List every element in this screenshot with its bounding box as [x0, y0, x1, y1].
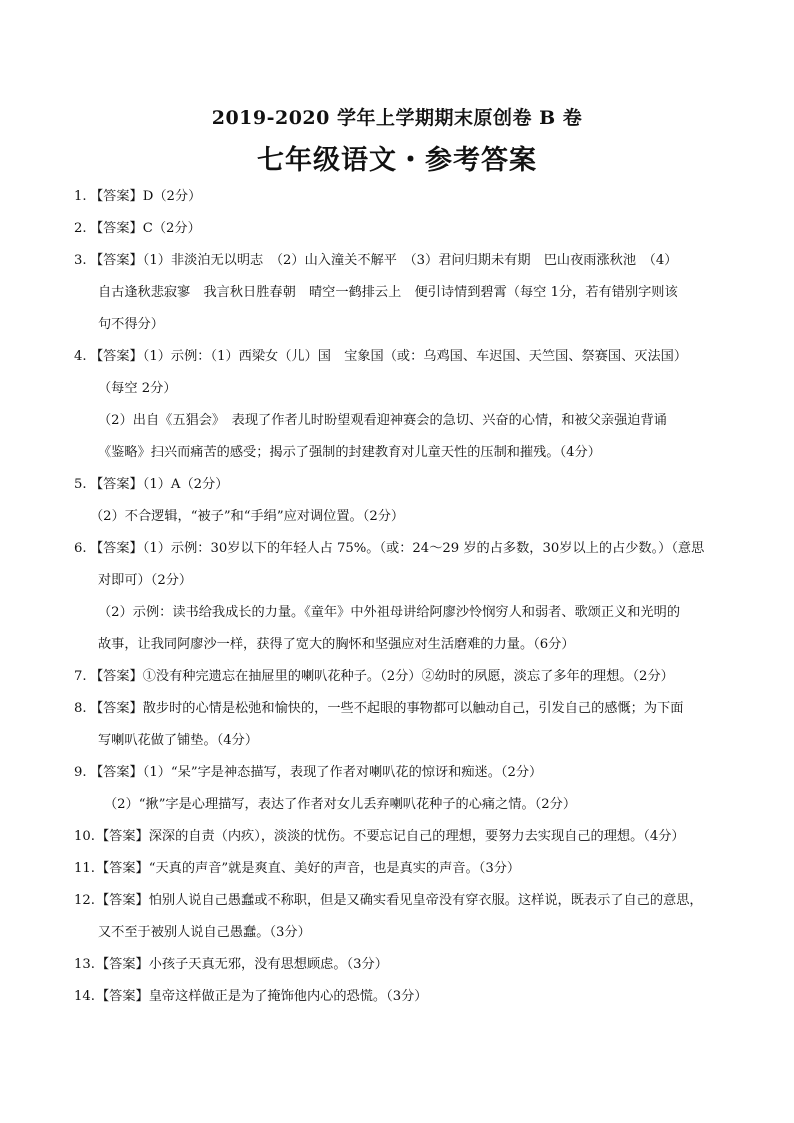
answer-tag: 【答案】: [96, 893, 149, 908]
answer-tag: 【答案】: [90, 189, 143, 204]
item-number: 9.: [74, 765, 87, 780]
answer-item-9: [74, 757, 724, 821]
answer-text: （1）非淡泊无以明志 （2）山入潼关不解平 （3）君问归期未有期 巴山夜雨涨秋池 （4）: [142, 253, 678, 268]
item-number: 12.: [74, 893, 95, 908]
answer-text: 小孩子天真无邪，没有思想顾虑。（3分）: [148, 957, 388, 972]
item-number: 6.: [74, 541, 87, 556]
answer-item-7: [74, 661, 724, 693]
answer-text: （2）示例：读书给我成长的力量。《童年》中外祖母讲给阿廖沙怜悯穷人和弱者、歌颂正义和光明的: [98, 605, 681, 620]
item-number: 4.: [74, 349, 87, 364]
answer-item-3: [74, 245, 724, 341]
answer-item-6: [74, 533, 724, 661]
answer-text: 怕别人说自己愚蠢或不称职，但是又确实看见皇帝没有穿衣服。这样说，既表示了自己的意思，: [148, 893, 703, 908]
answer-item-1: [74, 181, 724, 213]
answer-item-10: [74, 821, 724, 853]
answer-text: ①没有种完遗忘在抽屉里的喇叭花种子。（2分）②幼时的夙愿，淡忘了多年的理想。（2分）: [142, 669, 674, 684]
item-number: 14.: [74, 989, 95, 1004]
answer-tag: 【答案】: [96, 989, 149, 1004]
answer-text: 深深的自责（内疚），淡淡的忧伤。不要忘记自己的理想，要努力去实现自己的理想。（4分）: [148, 829, 685, 844]
answer-tag: 【答案】: [90, 701, 143, 716]
item-number: 7.: [74, 669, 87, 684]
answer-tag: 【答案】: [96, 829, 149, 844]
item-number: 5.: [74, 477, 87, 492]
answer-text: D（2分）: [142, 189, 202, 204]
answer-tag: 【答案】: [90, 541, 143, 556]
item-number: 13.: [74, 957, 95, 972]
answer-item-5: [74, 469, 724, 533]
item-number: 2.: [74, 221, 87, 236]
answer-text: 故事，让我同阿廖沙一样，获得了宽大的胸怀和坚强应对生活磨难的力量。（6分）: [98, 637, 575, 652]
answer-text: （每空 2分）: [98, 381, 177, 396]
answer-text: 对即可）（2分）: [98, 573, 193, 588]
answer-item-13: [74, 949, 724, 981]
answer-text: 散步时的心情是松弛和愉快的，一些不起眼的事物都可以触动自己，引发自己的感慨；为下面: [142, 701, 684, 716]
answer-tag: 【答案】: [90, 477, 143, 492]
item-number: 1.: [74, 189, 87, 204]
answer-text: （1）A（2分）: [142, 477, 229, 492]
answer-item-8: [74, 693, 724, 757]
page-title: 七年级语文・参考答案: [257, 145, 537, 176]
answer-text: 又不至于被别人说自己愚蠢。（3分）: [98, 925, 311, 940]
answer-tag: 【答案】: [90, 349, 143, 364]
answer-text: （1）示例：（1）西梁女（儿）国 宝象国（或：乌鸡国、车迟国、天竺国、祭赛国、灭法国）: [142, 349, 688, 364]
answer-text: 句不得分）: [98, 317, 164, 332]
answer-item-4: [74, 341, 724, 469]
item-number: 10.: [74, 829, 95, 844]
answer-list: [74, 181, 724, 1013]
answer-item-2: [74, 213, 724, 245]
answer-tag: 【答案】: [96, 957, 149, 972]
answer-text: （2）不合逻辑，“被子”和“手绢”应对调位置。（2分）: [90, 509, 405, 524]
answer-item-14: [74, 981, 724, 1013]
answer-text: 自古逢秋悲寂寥 我言秋日胜春朝 晴空一鹤排云上 便引诗情到碧霄（每空 1分，若有错别字则该: [98, 285, 678, 300]
answer-text: 《鉴略》扫兴而痛苦的感受；揭示了强制的封建教育对儿童天性的压制和摧残。（4分）: [98, 445, 601, 460]
answer-tag: 【答案】: [90, 253, 143, 268]
answer-text: “天真的声音”就是爽直、美好的声音，也是真实的声音。（3分）: [148, 861, 521, 876]
answer-text: 皇帝这样做正是为了掩饰他内心的恐慌。（3分）: [148, 989, 428, 1004]
answer-item-11: [74, 853, 724, 885]
item-number: 8.: [74, 701, 87, 716]
answer-item-12: [74, 885, 724, 949]
answer-tag: 【答案】: [90, 221, 143, 236]
answer-text: （2）出自《五猖会》 表现了作者儿时盼望观看迎神赛会的急切、兴奋的心情，和被父亲强迫背诵: [98, 413, 667, 428]
answer-tag: 【答案】: [96, 861, 149, 876]
exam-subtitle: 2019-2020 学年上学期期末原创卷 B 卷: [211, 107, 583, 129]
answer-text: 写喇叭花做了铺垫。（4分）: [98, 733, 259, 748]
answer-tag: 【答案】: [90, 669, 143, 684]
item-number: 11.: [74, 861, 95, 876]
item-number: 3.: [74, 253, 87, 268]
answer-text: C（2分）: [142, 221, 201, 236]
answer-text: （1）示例：30岁以下的年轻人占 75%。（或：24～29 岁的占多数，30岁以上的占少数。）（意思: [142, 541, 705, 556]
answer-text: （2）“揪”字是心理描写，表达了作者对女儿丢弃喇叭花种子的心痛之情。（2分）: [104, 797, 577, 812]
answer-text: （1）“呆”字是神态描写，表现了作者对喇叭花的惊讶和痴迷。（2分）: [142, 765, 543, 780]
answer-tag: 【答案】: [90, 765, 143, 780]
